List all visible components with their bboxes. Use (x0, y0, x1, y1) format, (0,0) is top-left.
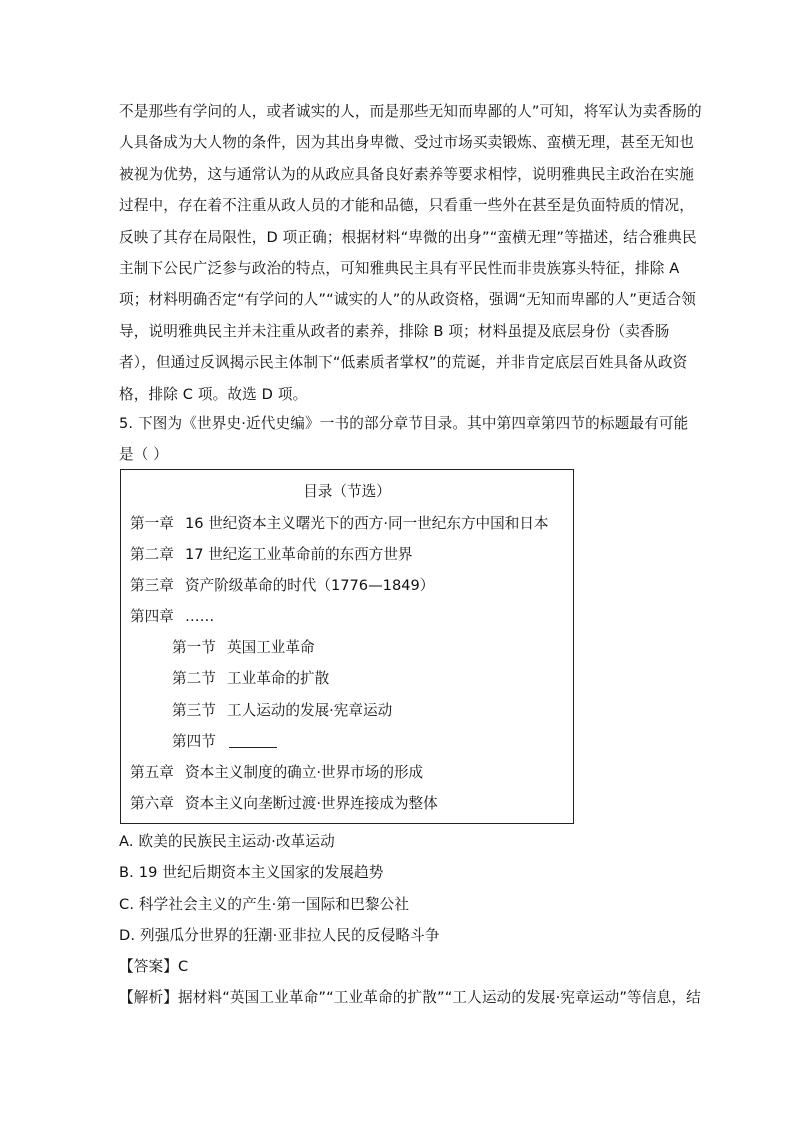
chapter-number: 第二章 (130, 546, 174, 563)
section-number: 第一节 (172, 639, 216, 656)
answer-blank (229, 733, 277, 748)
section-number: 第四节 (172, 733, 216, 750)
chapter-number: 第四章 (130, 608, 174, 625)
toc-chapter-row (130, 607, 214, 627)
question-line: 是（ ） (119, 446, 169, 464)
chapter-title: …… (185, 608, 215, 625)
toc-section-row (172, 638, 315, 658)
section-number: 第三节 (172, 702, 216, 719)
explanation-paragraph (119, 96, 702, 410)
toc-section-row (172, 732, 277, 752)
chapter-title: 资产阶级革命的时代（1776—1849） (185, 577, 435, 594)
text-line: 导，说明雅典民主并未注重从政者的素养，排除 B 项；材料虽提及底层身份（卖香肠 (119, 322, 670, 340)
text-line: 项；材料明确否定“有学问的人”“诚实的人”的从政资格，强调“无知而卑鄙的人”更适合领 (119, 291, 697, 309)
chapter-title: 17 世纪迄工业革命前的东西方世界 (185, 546, 413, 563)
answer-options (119, 826, 679, 952)
toc-chapter-row (130, 545, 413, 565)
toc-chapter-row (130, 794, 438, 814)
section-title: 工业革命的扩散 (227, 670, 330, 687)
toc-chapter-row (130, 514, 549, 534)
text-line: 过程中，存在着不注重从政人员的才能和品德，只看重一些外在甚至是负面特质的情况， (119, 197, 695, 215)
chapter-title: 资本主义制度的确立·世界市场的形成 (185, 764, 424, 781)
table-of-contents-box (120, 469, 574, 824)
chapter-title: 资本主义向垄断过渡·世界连接成为整体 (185, 795, 438, 812)
text-line: 不是那些有学问的人，或者诚实的人，而是那些无知而卑鄙的人”可知，将军认为卖香肠的 (119, 103, 702, 120)
toc-section-row (172, 701, 392, 721)
answer-section (119, 951, 701, 1014)
question-line: 5. 下图为《世界史·近代史编》一书的部分章节目录。其中第四章第四节的标题最有可能 (119, 415, 689, 432)
section-title: 英国工业革命 (227, 639, 315, 656)
option-b: B. 19 世纪后期资本主义国家的发展趋势 (119, 864, 384, 882)
section-number: 第二节 (172, 670, 216, 687)
text-line: 者），但通过反讽揭示民主体制下“低素质者掌权”的荒诞，并非肯定底层百姓具备从政资 (119, 354, 688, 372)
text-line: 反映了其存在局限性，D 项正确；根据材料“卑微的出身”“蛮横无理”等描述，结合雅典民 (119, 228, 697, 246)
text-line: 格，排除 C 项。故选 D 项。 (119, 385, 308, 403)
chapter-title: 16 世纪资本主义曙光下的西方·同一世纪东方中国和日本 (185, 515, 549, 532)
chapter-number: 第三章 (130, 577, 174, 594)
analysis-line: 【解析】据材料“英国工业革命”“工业革命的扩散”“工人运动的发展·宪章运动”等信息，结 (119, 989, 701, 1007)
option-d: D. 列强瓜分世界的狂潮·亚非拉人民的反侵略斗争 (119, 927, 440, 945)
option-c: C. 科学社会主义的产生·第一国际和巴黎公社 (119, 895, 410, 913)
text-line: 主制下公民广泛参与政治的特点，可知雅典民主具有平民性而非贵族寡头特征，排除 A (119, 259, 680, 277)
chapter-number: 第五章 (130, 764, 174, 781)
toc-title: 目录（节选） (303, 483, 391, 500)
toc-chapter-row (130, 576, 434, 596)
text-line: 被视为优势，这与通常认为的从政应具备良好素养等要求相悖，说明雅典民主政治在实施 (119, 165, 695, 183)
answer-line: 【答案】C (119, 958, 189, 975)
text-line: 人具备成为大人物的条件，因为其出身卑微、受过市场买卖锻炼、蛮横无理，甚至无知也 (119, 134, 695, 152)
toc-chapter-row (130, 763, 423, 783)
question-5 (119, 408, 689, 471)
section-title: 工人运动的发展·宪章运动 (227, 702, 393, 719)
toc-section-row (172, 669, 329, 689)
chapter-number: 第一章 (130, 515, 174, 532)
chapter-number: 第六章 (130, 795, 174, 812)
option-a: A. 欧美的民族民主运动·改革运动 (119, 833, 335, 850)
